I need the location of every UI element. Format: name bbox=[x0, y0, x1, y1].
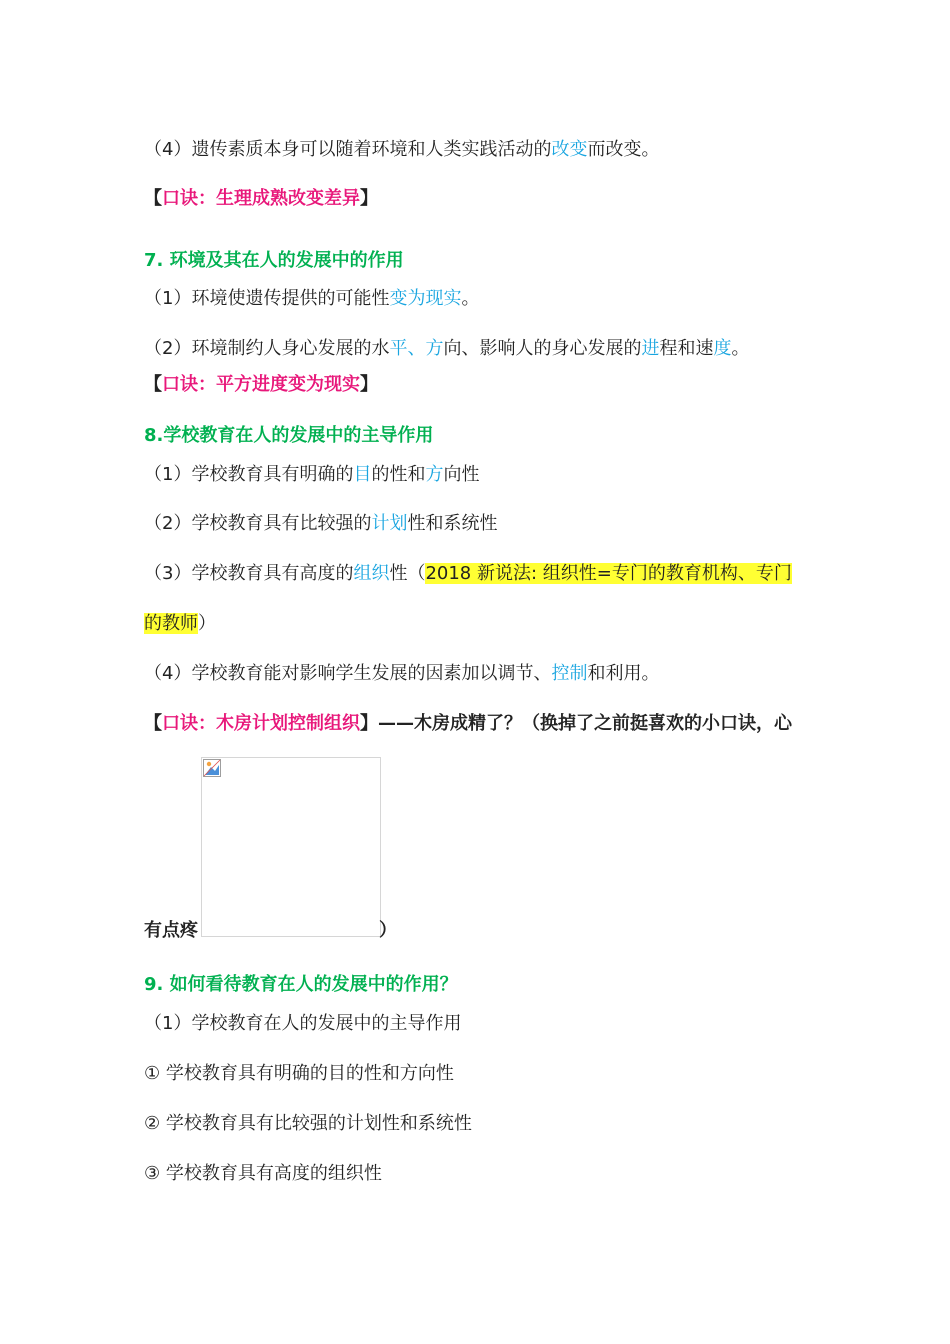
text: （2）环境制约人身心发展的水 bbox=[144, 338, 390, 359]
bracket: 【 bbox=[144, 713, 162, 734]
keyword: 度 bbox=[713, 338, 732, 359]
section-7-mnemonic bbox=[144, 373, 378, 397]
comment-text: 有点疼 bbox=[144, 920, 198, 941]
broken-image-icon bbox=[203, 759, 221, 777]
text: （1）学校教育具有明确的 bbox=[144, 464, 354, 485]
text: 向性 bbox=[443, 464, 480, 485]
text: 性和系统性 bbox=[407, 513, 498, 534]
bracket: 【 bbox=[144, 374, 162, 395]
text: 程和速 bbox=[659, 338, 714, 359]
section-8-title: 8.学校教育在人的发展中的主导作用 bbox=[144, 425, 434, 446]
section-7-title: 7. 环境及其在人的发展中的作用 bbox=[144, 250, 404, 271]
keyword: 目 bbox=[353, 464, 372, 485]
text: 。 bbox=[731, 338, 750, 359]
mnemonic-text: 口诀：生理成熟改变差异 bbox=[162, 188, 360, 209]
bracket: 【 bbox=[144, 188, 162, 209]
text: （4）遗传素质本身可以随着环境和人类实践活动的 bbox=[144, 139, 552, 160]
section-8-item-4 bbox=[144, 662, 659, 686]
section-9-title: 9. 如何看待教育在人的发展中的作用？ bbox=[144, 974, 458, 995]
keyword: 改变 bbox=[551, 139, 588, 160]
text: 的性和 bbox=[371, 464, 426, 485]
heritage-mnemonic bbox=[144, 187, 378, 211]
section-8-item-1 bbox=[144, 463, 479, 487]
section-7-item-2 bbox=[144, 337, 749, 361]
heritage-item-4 bbox=[144, 138, 659, 162]
text: 而改变。 bbox=[587, 139, 660, 160]
mnemonic-text: 口诀：木房计划控制组织 bbox=[162, 713, 360, 734]
comment-text: 】——木房成精了？（换掉了之前挺喜欢的小口诀，心 bbox=[360, 713, 792, 734]
section-9-item-1: （1）学校教育在人的发展中的主导作用 bbox=[144, 1013, 462, 1034]
text: ） bbox=[198, 613, 216, 634]
section-7-item-1 bbox=[144, 287, 479, 311]
text: （2）学校教育具有比较强的 bbox=[144, 513, 372, 534]
text: （4）学校教育能对影响学生发展的因素加以调节、 bbox=[144, 663, 552, 684]
section-8-mnemonic bbox=[144, 712, 792, 736]
text: 。 bbox=[461, 288, 480, 309]
section-8-item-2 bbox=[144, 512, 497, 536]
keyword: 控制 bbox=[551, 663, 588, 684]
keyword: 计划 bbox=[371, 513, 408, 534]
comment-text: ） bbox=[379, 920, 397, 941]
mnemonic-text: 口诀：平方进度变为现实 bbox=[162, 374, 360, 395]
section-9-sub-1: ① 学校教育具有明确的目的性和方向性 bbox=[144, 1063, 454, 1084]
keyword: 组织 bbox=[353, 563, 390, 584]
section-9-sub-3: ③ 学校教育具有高度的组织性 bbox=[144, 1163, 382, 1184]
bracket: 】 bbox=[360, 188, 378, 209]
keyword: 变为现实 bbox=[389, 288, 462, 309]
text: （1）环境使遗传提供的可能性 bbox=[144, 288, 390, 309]
embedded-image-placeholder bbox=[201, 757, 381, 937]
keyword: 进 bbox=[641, 338, 660, 359]
section-9-sub-2: ② 学校教育具有比较强的计划性和系统性 bbox=[144, 1113, 472, 1134]
bracket: 】 bbox=[360, 374, 378, 395]
section-8-mnemonic-continued bbox=[144, 919, 397, 943]
text: 性（ bbox=[389, 563, 426, 584]
keyword: 平、方 bbox=[389, 338, 444, 359]
highlighted-note: 2018 新说法: 组织性=专门的教育机构、专门 bbox=[425, 563, 792, 584]
text: （3）学校教育具有高度的 bbox=[144, 563, 354, 584]
section-8-item-3-continued bbox=[144, 612, 216, 636]
text: 向、影响人的身心发展的 bbox=[443, 338, 642, 359]
highlighted-note: 的教师 bbox=[144, 613, 198, 634]
keyword: 方 bbox=[425, 464, 444, 485]
section-8-item-3 bbox=[144, 562, 792, 586]
text: 和利用。 bbox=[587, 663, 660, 684]
